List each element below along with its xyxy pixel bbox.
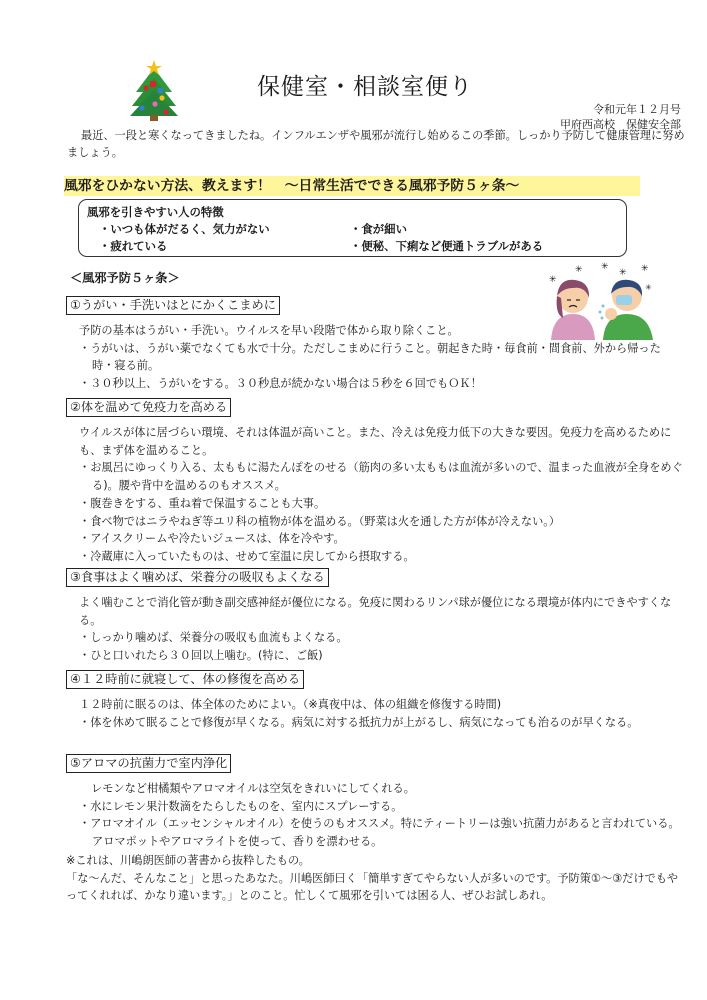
section-line: ・アイスクリームや冷たいジュースは、体を冷やす。 [79,532,345,546]
section-line: よく噛むことで消化管が動き副交感神経が優位になる。免疫に関わるリンパ球が優位になる環境が体内にできやすくなる。 [79,596,672,627]
svg-text:✳: ✳ [641,264,649,274]
section-line: ・アロマオイル（エッセンシャルオイル）を使うのもオススメ。特にティートリーは強い抗菌力があると言われている。アロマポットやアロマライトを使って、香りを漂わせる。 [79,817,680,849]
section-title: ④１２時前に就寝して、体の修復を高める [66,670,304,689]
risk-box-heading: 風邪を引きやすい人の特徴 [87,205,224,219]
section-line: ・うがいは、うがい薬でなくても水で十分。ただしこまめに行うこと。朝起きた時・毎食前・間食前、外から帰った時・寝る前。 [79,341,661,373]
section-body [79,594,683,665]
section-line: ウイルスが体に居づらい環境、それは体温が高いこと。また、冷えは免疫力低下の大きな要因。免疫力を高めるためにも、まず体を温めること。 [79,426,672,457]
section-line: ・水にレモン果汁数滴をたらしたものを、室内にスプレーする。 [79,799,403,813]
section-line: ・ひと口いれたら３０回以上噛む。(特に、ご飯) [79,649,323,663]
page-title: 保健室・相談室便り [257,74,473,100]
risk-factors-box [78,199,627,257]
section-line: ・３０秒以上、うがいをする。３０秒息が続かない場合は５秒を６回でもＯＫ！ [79,377,482,391]
section-line: 予防の基本はうがい・手洗い。ウイルスを早い段階で体から取り除くこと。 [79,324,459,337]
issuing-org: 甲府西高校 保健安全部 [560,118,681,131]
svg-text:✳: ✳ [549,275,557,285]
section-body [79,322,679,393]
svg-text:✳: ✳ [645,283,652,292]
footer [66,852,686,905]
risk-item: ・便秘、下痢など便通トラブルがある [350,239,544,253]
source-note: ※これは、川嶋朗医師の著書から抜粋したもの。 [66,854,310,867]
section-line: １２時前に眠るのは、体全体のためによい。（※真夜中は、体の組織を修復する時間) [79,698,502,711]
five-rules-heading: ＜風邪予防５ヶ条＞ [70,271,180,285]
section-line: ・食べ物ではニラやねぎ等ユリ科の植物が体を温める。（野菜は火を通した方が体が冷えない。） [79,514,561,528]
section-title: ①うがい・手洗いはとにかくこまめに [66,296,280,315]
section-line: ・しっかり噛めば、栄養分の吸収も血流もよくなる。 [79,631,348,645]
section-body [79,424,683,566]
risk-item: ・いつも体がだるく、気力がない [99,222,270,236]
section-line: ・腹巻きをする、重ね着で保温することも大事。 [79,496,326,510]
svg-text:✳: ✳ [575,265,583,275]
issue-date: 令和元年１２月号 [593,103,681,116]
section-line: レモンなど柑橘類やアロマオイルは空気をきれいにしてくれる。 [91,782,415,795]
intro-paragraph: 最近、一段と寒くなってきましたね。インフルエンザや風邪が流行し始めるこの季節。しっかり予防して健康管理に努めましょう。 [67,129,685,159]
section-title: ②体を温めて免疫力を高める [66,398,231,417]
closing-paragraph: 「な～んだ、そんなこと」と思ったあなた。川嶋医師曰く「簡単すぎてやらない人が多いのです。予防策①～③だけでもやってくれれば、かなり違います。」とのこと。忙しくて風邪を引いては困る人、ぜひお試しあれ。 [66,871,679,903]
risk-item: ・食が細い [350,222,407,236]
svg-text:✳: ✳ [601,262,609,272]
section-body [79,696,683,731]
section-line: ・冷蔵庫に入っていたものは、せめて室温に戻してから摂取する。 [79,549,415,563]
headline-banner: 風邪をひかない方法、教えます！ ～日常生活でできる風邪予防５ヶ条～ [64,176,640,196]
svg-text:✳: ✳ [619,268,627,278]
section-body [79,780,683,851]
risk-item: ・疲れている [99,239,168,253]
christmas-tree-icon [122,58,186,122]
section-title: ③食事はよく噛めば、栄養分の吸収もよくなる [66,568,329,587]
section-line: ・体を休めて眠ることで修復が早くなる。病気に対する抵抗力が上がるし、病気になっても治るのが早くなる。 [79,715,639,729]
section-title: ⑤アロマの抗菌力で室内浄化 [66,754,231,773]
section-line: ・お風呂にゆっくり入る、太ももに湯たんぽをのせる（筋肉の多い太ももは血流が多いので、温まった血液が全身をめぐる)。腰や背中を温めるのもオススメ。 [79,461,683,493]
